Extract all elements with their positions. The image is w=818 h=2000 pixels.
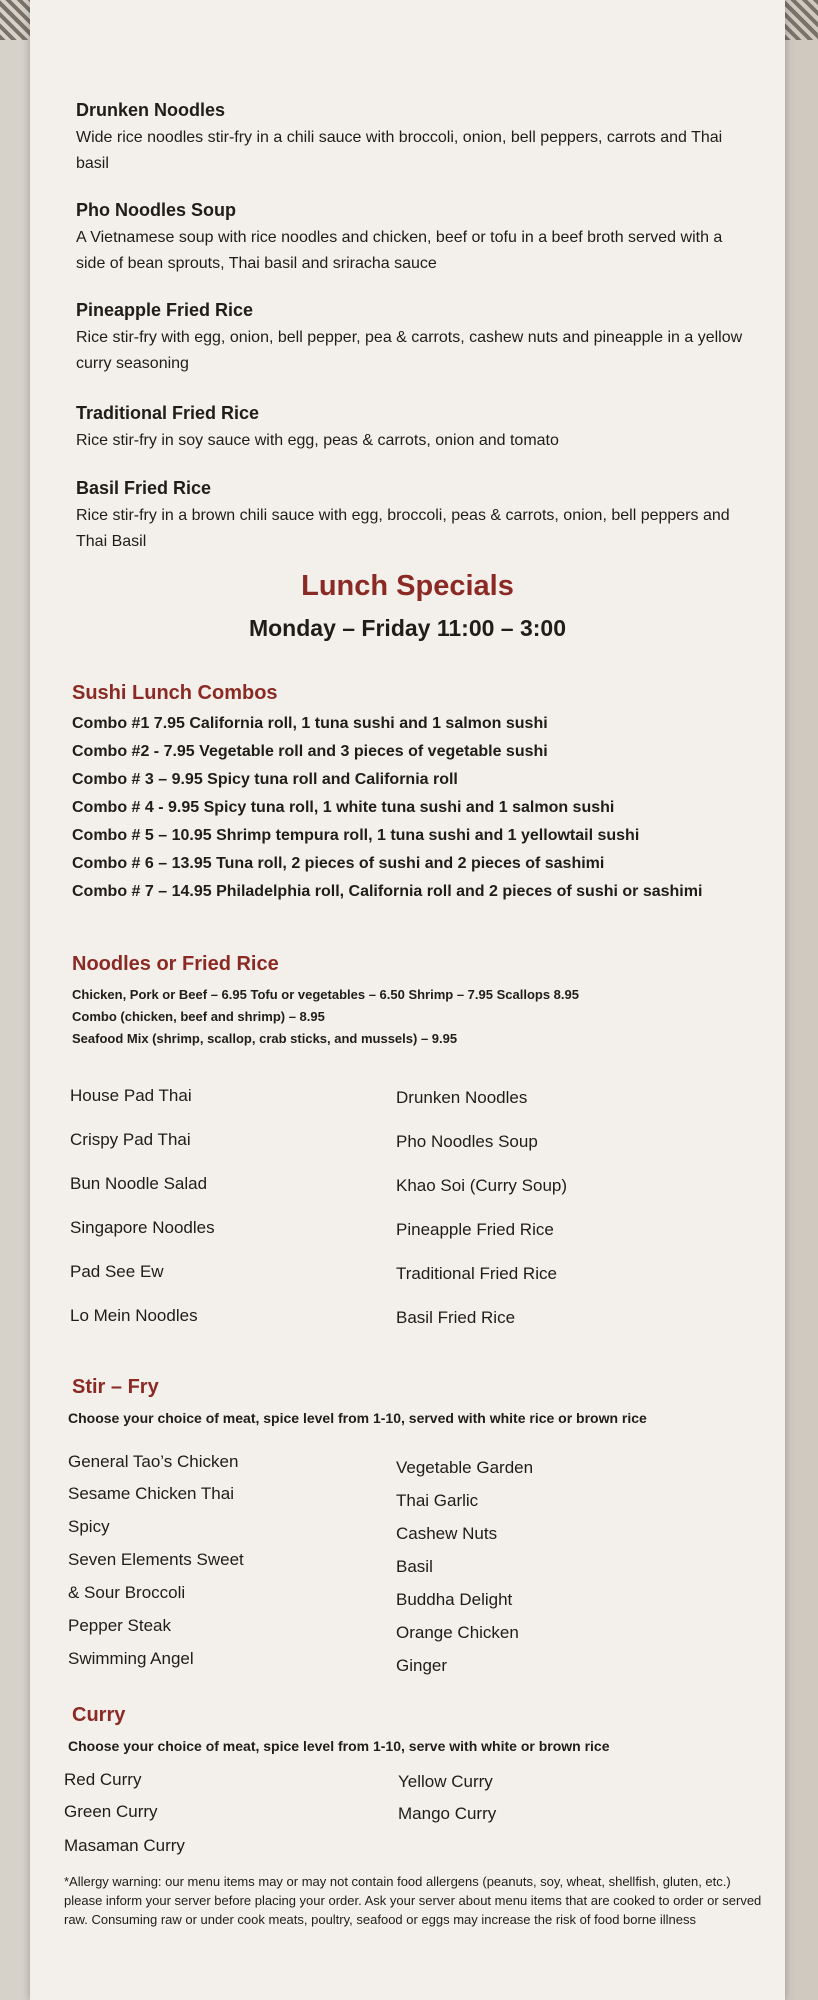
dish-description: Rice stir-fry in soy sauce with egg, peas & carrots, onion and tomato bbox=[76, 432, 559, 449]
noodle-item: Traditional Fried Rice bbox=[396, 1264, 557, 1283]
dish-description: Rice stir-fry in a brown chili sauce with egg, broccoli, peas & carrots, onion, bell peppers and Thai Basil bbox=[76, 507, 730, 550]
stir-fry-item: Sesame Chicken Thai bbox=[68, 1484, 234, 1503]
stir-fry-item: Buddha Delight bbox=[396, 1590, 513, 1609]
stir-fry-heading: Stir – Fry bbox=[72, 1376, 159, 1398]
noodles-heading: Noodles or Fried Rice bbox=[72, 953, 279, 975]
dish-name: Traditional Fried Rice bbox=[76, 403, 260, 423]
dish-name: Basil Fried Rice bbox=[76, 478, 212, 498]
noodle-item: Bun Noodle Salad bbox=[70, 1174, 208, 1193]
dish-drunken-noodles bbox=[76, 100, 746, 177]
stir-fry-item: Seven Elements Sweet bbox=[68, 1550, 244, 1569]
dish-name: Pho Noodles Soup bbox=[76, 200, 236, 220]
tablecloth-right bbox=[785, 0, 818, 40]
combo-1: Combo #1 7.95 California roll, 1 tuna sushi and 1 salmon sushi bbox=[72, 715, 548, 732]
noodle-item: Pineapple Fried Rice bbox=[396, 1220, 554, 1239]
dish-pineapple-fried-rice bbox=[76, 300, 746, 377]
dish-name: Pineapple Fried Rice bbox=[76, 300, 254, 320]
noodles-price-line: Chicken, Pork or Beef – 6.95 Tofu or vegetables – 6.50 Shrimp – 7.95 Scallops 8.95 bbox=[72, 987, 579, 1002]
noodles-price-line: Combo (chicken, beef and shrimp) – 8.95 bbox=[72, 1009, 325, 1024]
curry-item: Red Curry bbox=[64, 1770, 142, 1789]
curry-item: Yellow Curry bbox=[398, 1772, 493, 1791]
noodle-item: Pad See Ew bbox=[70, 1262, 164, 1281]
noodles-price-line: Seafood Mix (shrimp, scallop, crab sticks, and mussels) – 9.95 bbox=[72, 1031, 458, 1046]
noodle-item: Crispy Pad Thai bbox=[70, 1130, 191, 1149]
dish-description: A Vietnamese soup with rice noodles and chicken, beef or tofu in a beef broth served with a side of bean sprouts, Thai basil and sriracha sauce bbox=[76, 229, 723, 272]
dish-pho-noodles-soup bbox=[76, 200, 746, 277]
dish-description: Rice stir-fry with egg, onion, bell pepper, pea & carrots, cashew nuts and pineapple in a yellow curry seasoning bbox=[76, 329, 743, 372]
stir-fry-item: Ginger bbox=[396, 1656, 448, 1675]
combo-3: Combo # 3 – 9.95 Spicy tuna roll and California roll bbox=[72, 771, 458, 788]
stir-fry-item: General Tao’s Chicken bbox=[68, 1452, 239, 1471]
stir-fry-item: Cashew Nuts bbox=[396, 1524, 498, 1543]
noodle-item: Drunken Noodles bbox=[396, 1088, 528, 1107]
stir-fry-item: Spicy bbox=[68, 1517, 110, 1536]
combo-4: Combo # 4 - 9.95 Spicy tuna roll, 1 white tuna sushi and 1 salmon sushi bbox=[72, 799, 615, 816]
stir-fry-item: Swimming Angel bbox=[68, 1649, 194, 1668]
lunch-specials-hours: Monday – Friday 11:00 – 3:00 bbox=[248, 615, 567, 641]
curry-item: Green Curry bbox=[64, 1802, 158, 1821]
sushi-combos-heading: Sushi Lunch Combos bbox=[72, 682, 278, 704]
stir-fry-item: Thai Garlic bbox=[396, 1491, 479, 1510]
noodle-item: Basil Fried Rice bbox=[396, 1308, 516, 1327]
noodle-item: Singapore Noodles bbox=[70, 1218, 215, 1237]
curry-item: Mango Curry bbox=[398, 1804, 497, 1823]
background-right bbox=[785, 0, 818, 2000]
dish-basil-fried-rice bbox=[76, 478, 746, 555]
curry-instructions: Choose your choice of meat, spice level from 1-10, serve with white or brown rice bbox=[68, 1738, 610, 1754]
stir-fry-item: Basil bbox=[396, 1557, 433, 1576]
dish-traditional-fried-rice bbox=[76, 403, 746, 454]
noodle-item: Pho Noodles Soup bbox=[396, 1132, 538, 1151]
allergy-warning: *Allergy warning: our menu items may or may not contain food allergens (peanuts, soy, wheat, shellfish, gluten, etc.) please inform your server before placing your order. Ask your server about menu items that are cooked to order or served raw. Consuming raw or under cook meats, poultry, seafood or eggs may increase the risk of food borne illness bbox=[64, 1874, 762, 1927]
dish-name: Drunken Noodles bbox=[76, 100, 226, 120]
stir-fry-item: & Sour Broccoli bbox=[68, 1583, 186, 1602]
combo-2: Combo #2 - 7.95 Vegetable roll and 3 pieces of vegetable sushi bbox=[72, 743, 548, 760]
noodle-item: Khao Soi (Curry Soup) bbox=[396, 1176, 568, 1195]
stir-fry-item: Vegetable Garden bbox=[396, 1458, 534, 1477]
curry-item: Masaman Curry bbox=[64, 1836, 185, 1855]
dish-description: Wide rice noodles stir-fry in a chili sauce with broccoli, onion, bell peppers, carrots and Thai basil bbox=[76, 129, 723, 172]
menu-page bbox=[30, 0, 785, 2000]
combo-6: Combo # 6 – 13.95 Tuna roll, 2 pieces of sushi and 2 pieces of sashimi bbox=[72, 855, 605, 872]
combo-5: Combo # 5 – 10.95 Shrimp tempura roll, 1 tuna sushi and 1 yellowtail sushi bbox=[72, 827, 640, 844]
combo-7: Combo # 7 – 14.95 Philadelphia roll, California roll and 2 pieces of sushi or sashimi bbox=[72, 883, 703, 900]
stir-fry-item: Orange Chicken bbox=[396, 1623, 519, 1642]
stir-fry-instructions: Choose your choice of meat, spice level from 1-10, served with white rice or brown rice bbox=[68, 1410, 647, 1426]
noodle-item: House Pad Thai bbox=[70, 1086, 192, 1105]
background-left bbox=[0, 0, 30, 2000]
lunch-specials-title: Lunch Specials bbox=[301, 570, 514, 602]
noodle-item: Lo Mein Noodles bbox=[70, 1306, 198, 1325]
curry-heading: Curry bbox=[72, 1704, 126, 1726]
stir-fry-item: Pepper Steak bbox=[68, 1616, 172, 1635]
tablecloth-left bbox=[0, 0, 30, 40]
